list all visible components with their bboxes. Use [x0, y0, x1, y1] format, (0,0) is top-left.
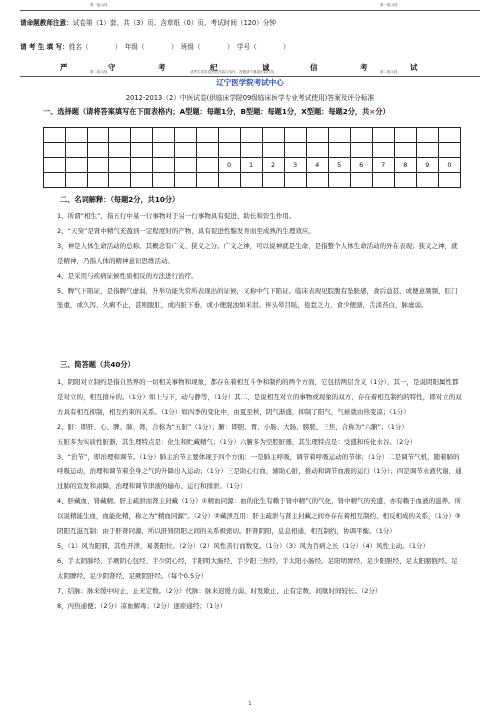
grid-cell — [306, 143, 328, 158]
grid-number: 4 — [306, 158, 328, 173]
grid-cell — [65, 173, 87, 188]
grid-cell — [350, 143, 372, 158]
grid-cell — [174, 158, 196, 173]
grid-cell — [262, 128, 284, 143]
grid-cell — [131, 158, 153, 173]
grid-number: 1 — [240, 158, 262, 173]
grid-cell — [109, 158, 131, 173]
grid-cell — [218, 143, 240, 158]
honesty-char-8: 试 — [410, 63, 420, 72]
grid-cell — [196, 158, 218, 173]
section3-body — [43, 375, 463, 614]
honesty-char-1: 严 — [60, 63, 70, 72]
grid-cell — [240, 173, 262, 188]
instructions-text: 试卷第（1）套、共（3）页、含草纸（0）页、考试时间（120）分钟 — [72, 19, 276, 27]
grid-cell — [174, 173, 196, 188]
grid-number: 3 — [284, 158, 306, 173]
honesty-char-7: 考 — [360, 63, 370, 72]
grid-cell — [416, 173, 438, 188]
section2-item: 5、脾气下陷证，是指脾气虚弱，升举功能失常所表现出的证候，又称中气下陷证。临床表现见脘腹有坠胀感，食后益甚，或便意频频，肛门坠重，或久泻、久痢不止，甚则脱肛，或内脏下垂，或小便混浊如米泔。伴头晕目眩，倦怠乏力，食少便溏，舌淡苔白，脉虚弱。 — [57, 286, 458, 310]
grid-cell — [153, 128, 175, 143]
grid-cell — [174, 143, 196, 158]
grid-cell — [438, 173, 460, 188]
grid-cell — [284, 173, 306, 188]
answer-grid-row — [44, 143, 461, 158]
grid-cell — [438, 143, 460, 158]
section3-item: 6、手太阴肺经、手厥阴心包经、手少阴心经，手阳明大肠经、手少阳三焦经、手太阳小肠经。足阳明胃经、足少阳胆经、足太阳膀胱经。足太阴脾经、足少阴肾经、足厥阴肝经。（每个0.5分） — [57, 556, 458, 580]
grid-cell — [394, 143, 416, 158]
mid-mark-right: 第二组示线 — [380, 70, 398, 74]
grid-cell — [394, 173, 416, 188]
section3-item: 5、（1）风为阳邪，其性开泄，易袭阳位。（2分）（2）风性善行而数变。（1分）（3）风为百病之长（1分）（4）风性主动。（1分） — [57, 541, 429, 550]
grid-cell — [196, 143, 218, 158]
grid-cell — [372, 128, 394, 143]
grid-number: 6 — [350, 158, 372, 173]
grid-cell — [87, 173, 109, 188]
section3-item: 1、阴阳对立制约是指自然界的一切相关事物和现象，都存在着相互斗争和制约的两个方面，它包括两层含义（1分），其一，是说阴阳属性都是对立的，相互排斥的。（1分）如上与下，动与静等，（1分）其二，是说相互对立的事物或现象的双方，存在着相互制约的特性，即对立的双方具有相互抑制，相互约束的关系。（1分）如四季的变化中，由夏至秋，阴气渐盛，抑制了阳气，气候就由热变凉；（1分） — [57, 378, 462, 416]
grid-number: 8 — [394, 158, 416, 173]
grid-cell — [218, 128, 240, 143]
grid-cell — [416, 143, 438, 158]
mid-mark-left: 第二组示线 — [90, 70, 108, 74]
seal-note: 请考生将答卷密封在装订线内，答题请不要超出装订线 — [190, 70, 274, 74]
grid-cell — [394, 128, 416, 143]
grid-cell — [153, 158, 175, 173]
grid-cell — [262, 143, 284, 158]
grid-number: 9 — [416, 158, 438, 173]
grid-cell — [87, 128, 109, 143]
honesty-char-3: 考 — [158, 63, 168, 72]
section2-item: 3、神是人体生命活动的总称。其概念有广义、狭义之分。广义之神，可以说神就是生命，是指整个人体生命活动的外在表现；狭义之神，就是精神，乃指人体的精神意识思维活动。 — [57, 241, 458, 265]
section3-item: 五脏多为实质性脏器，其生理特点是：化生和贮藏精气；（1分）六腑多为空腔脏器，其生理特点是：受盛和传化水谷。（2分） — [57, 437, 417, 446]
grid-cell — [44, 158, 66, 173]
section2-body — [43, 209, 463, 313]
grid-cell — [240, 128, 262, 143]
honesty-char-4: 纪 — [210, 63, 220, 72]
grid-cell — [218, 173, 240, 188]
grid-cell — [262, 173, 284, 188]
grid-cell — [416, 128, 438, 143]
section3-item: 2、脏：即肝、心、脾、肺、肾，合称为“五脏”（1分）；腑：即胆、胃、小肠、大肠、膀胱、三焦，合称为“六腑”；（1分） — [57, 422, 408, 431]
instructions-label: 请命题教师注意： — [20, 19, 73, 27]
grid-cell — [109, 128, 131, 143]
grid-cell — [196, 173, 218, 188]
answer-grid — [43, 127, 461, 188]
section3-item: 4、肝藏血，肾藏精。肝主疏泄而肾主封藏（1分）①精血同源：血的化生有赖于肾中精气的气化，肾中精气的充盛，亦有赖于血液的滋养。所以说精能生血，血能化精，称之为“精血同源”。（2分）②藏泄互用：肝主疏泄与肾主封藏之间亦存在着相互制约、相反相成的关系，（1分）③阴阳互滋互制：由于肝肾同源，所以肝肾阴阳之间的关系极密切。肝肾阴阳，息息相通，相互制约，协调平衡。（1分） — [57, 497, 462, 536]
page-number: 1 — [248, 701, 252, 707]
section3-item: 7、结脉：脉来缓中时止，止无定数。（2分）代脉：脉来迟缓力弱，时发歇止，止有定数，间歇时间较长。（2分） — [57, 586, 382, 595]
section2-item: 2、“天癸”是肾中精气充盈到一定程度时的产物，具有促进性腺发育而至成熟的生理效应。 — [57, 226, 315, 235]
grid-cell — [65, 143, 87, 158]
answer-grid-row — [44, 173, 461, 188]
grid-cell — [240, 143, 262, 158]
grid-cell — [328, 173, 350, 188]
answer-grid-row — [44, 128, 461, 143]
grid-cell — [131, 128, 153, 143]
grid-cell — [350, 173, 372, 188]
grid-cell — [87, 143, 109, 158]
honesty-char-6: 信 — [310, 63, 320, 72]
grid-cell — [44, 128, 66, 143]
grid-number: 7 — [372, 158, 394, 173]
top-mark-left: 第一组示线 — [90, 3, 108, 7]
section1-heading-prefix: 一、选择题（请将答案填写在下面表格内；A型题：每题1分，B型题：每题1分，X型题：每题2分，共 — [43, 107, 370, 116]
grid-cell — [306, 173, 328, 188]
grid-cell — [65, 158, 87, 173]
grid-cell — [438, 128, 460, 143]
grid-cell — [131, 173, 153, 188]
grid-cell — [131, 143, 153, 158]
section1-heading-mark: × — [369, 107, 376, 116]
grid-cell — [44, 173, 66, 188]
section3-item: 3、“治节”，即治理和调节。（1分）肺主治节主要体现于四个方面：一是肺主呼吸，调节着呼吸运动的节律；（1分）二是调节气机，随着肺的呼吸运动，治理和调节着全身之气的升降出入运动；（1分）三是助心行血，辅助心脏，推动和调节血液的运行（1分）；四是调节水液代谢，通过肺的宣发和肃降，治理和调节津液的输布、运行和排泄。（1分） — [57, 452, 462, 491]
grid-cell — [372, 143, 394, 158]
info-label: 请 考 生 填 写： — [20, 43, 69, 51]
grid-cell — [284, 143, 306, 158]
document-title: 2012-2013（2）中医试卷(供临床学院09级临床医学专业考试使用)答案及评分标准 — [125, 94, 375, 102]
grid-cell — [196, 128, 218, 143]
grid-cell — [44, 143, 66, 158]
instructions-line — [20, 17, 276, 27]
grid-cell — [109, 143, 131, 158]
section3-heading: 三、简答题（共40分） — [60, 360, 135, 369]
section2-heading: 二、名词解释：（每题2分，共10分） — [60, 195, 180, 204]
grid-number: 2 — [262, 158, 284, 173]
grid-number: 5 — [328, 158, 350, 173]
grid-cell — [350, 128, 372, 143]
section3-item: 8、丙热通便；（2分）凉血解毒；（2分）逐瘀通经；（1分） — [57, 601, 227, 610]
school-name: 辽宁医学院考试中心 — [216, 78, 284, 87]
section2-item: 1、所谓“相生”，指五行中某一行事物对于另一行事物具有促进、助长和资生作用。 — [57, 212, 296, 220]
grid-number: 0 — [218, 158, 240, 173]
top-mark-right: 第一组示线 — [380, 3, 398, 7]
section2-item: 4、是采用与疾病证候性质相反的方法进行治疗。 — [57, 271, 198, 280]
grid-cell — [372, 173, 394, 188]
answer-grid-number-row — [44, 158, 461, 173]
grid-cell — [328, 128, 350, 143]
section1-heading — [43, 107, 390, 117]
student-info-line — [20, 41, 290, 51]
grid-cell — [284, 128, 306, 143]
grid-cell — [174, 128, 196, 143]
grid-cell — [65, 128, 87, 143]
grid-number: 0 — [438, 158, 460, 173]
grid-cell — [328, 143, 350, 158]
honesty-char-5: 诚 — [262, 63, 272, 72]
top-divider — [20, 10, 480, 11]
grid-cell — [109, 173, 131, 188]
honesty-char-2: 守 — [108, 63, 118, 72]
grid-cell — [306, 128, 328, 143]
grid-cell — [153, 143, 175, 158]
grid-cell — [153, 173, 175, 188]
info-fields: 姓名（ ） 年级（ ） 班级（ ） 学号（ ） — [68, 43, 290, 51]
section1-heading-suffix: 分） — [375, 107, 390, 116]
grid-cell — [87, 158, 109, 173]
